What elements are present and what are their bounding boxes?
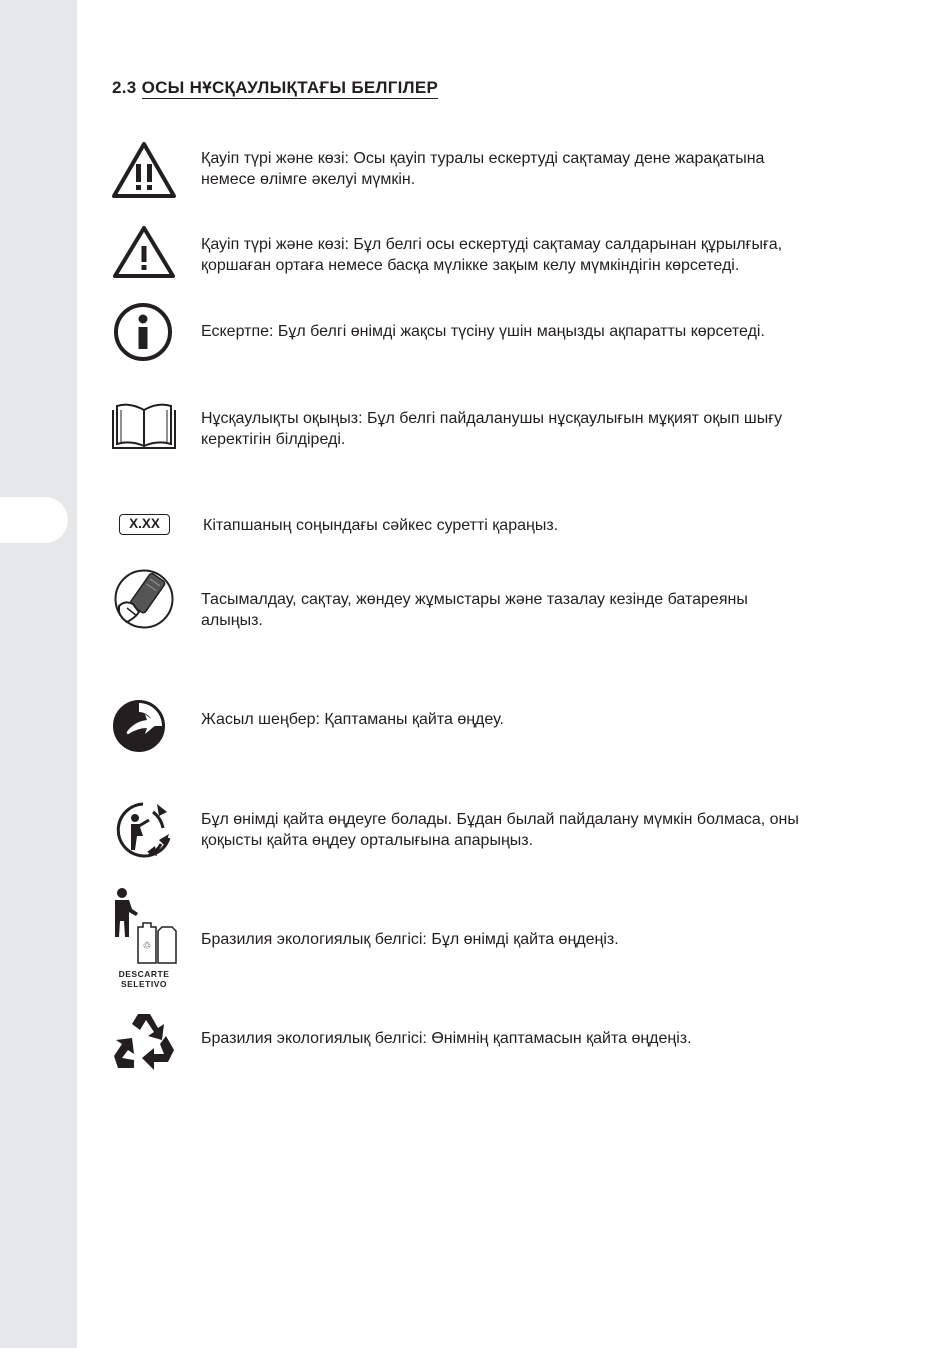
symbol-description [203,515,893,536]
section-heading [112,78,438,98]
symbol-description [201,321,891,342]
description-line: Тасымалдау, сақтау, жөндеу жұмыстары және тазалау кезінде батареяны [201,591,748,608]
description-line: немесе өлімге әкелуі мүмкін. [201,171,416,188]
section-title: ОСЫ НҰСҚАУЛЫҚТАҒЫ БЕЛГІЛЕР [141,78,439,97]
remove-battery-icon [113,568,175,630]
section-number: 2.3 [112,78,137,97]
figure-reference-code: X.XX [129,516,160,531]
descarte-seletivo-icon [110,887,178,989]
double-warning-triangle-icon [111,140,177,200]
svg-text:♲: ♲ [142,941,152,952]
description-line: керектігін білдіреді. [201,431,346,448]
symbol-description [201,709,891,730]
symbol-description [201,929,891,950]
description-line: Жасыл шеңбер: Қаптаманы қайта өңдеу. [201,711,504,728]
descarte-caption-line: SELETIVO [120,979,168,989]
figure-reference-icon [119,514,170,535]
description-line: қоршаған ортаға немесе басқа мүлікке зақым келу мүмкіндігін көрсетеді. [201,257,740,274]
symbol-description [201,809,891,851]
symbol-description [201,589,891,631]
chapter-tab [0,497,68,543]
recycle-arrows-icon [112,1010,176,1074]
info-icon [113,302,173,362]
green-dot-icon [111,698,167,754]
description-line: Бұл өнімді қайта өңдеуге болады. Бұдан былай пайдалану мүмкін болмаса, оны [201,811,799,828]
symbol-description [201,408,891,450]
page-margin-strip [0,0,77,1348]
description-line: Ескертпе: Бұл белгі өнімді жақсы түсіну үшін маңызды ақпаратты көрсетеді. [201,323,765,340]
description-line: Кітапшаның соңындағы сәйкес суретті қараңыз. [203,517,559,534]
warning-triangle-icon [111,224,177,280]
symbol-description [201,1028,891,1049]
description-line: Нұсқаулықты оқыңыз: Бұл белгі пайдаланушы нұсқаулығын мұқият оқып шығу [201,410,783,427]
description-line: Бразилия экологиялық белгісі: Өнімнің қаптамасын қайта өңдеңіз. [201,1030,692,1047]
symbol-description [201,148,891,190]
symbol-description [201,234,891,276]
description-line: Қауіп түрі және көзі: Осы қауіп туралы ескертуді сақтамау дене жарақатына [201,150,765,167]
triman-recycle-icon [113,798,177,862]
description-line: қоқысты қайта өңдеу орталығына апарыңыз. [201,832,534,849]
description-line: Бразилия экологиялық белгісі: Бұл өнімді қайта өңдеңіз. [201,931,619,948]
description-line: алыңыз. [201,612,263,629]
description-line: Қауіп түрі және көзі: Бұл белгі осы ескертуді сақтамау салдарынан құрылғыға, [201,236,783,253]
open-book-icon [110,402,178,452]
descarte-caption-line: DESCARTE [118,969,170,979]
descarte-caption [110,969,178,989]
